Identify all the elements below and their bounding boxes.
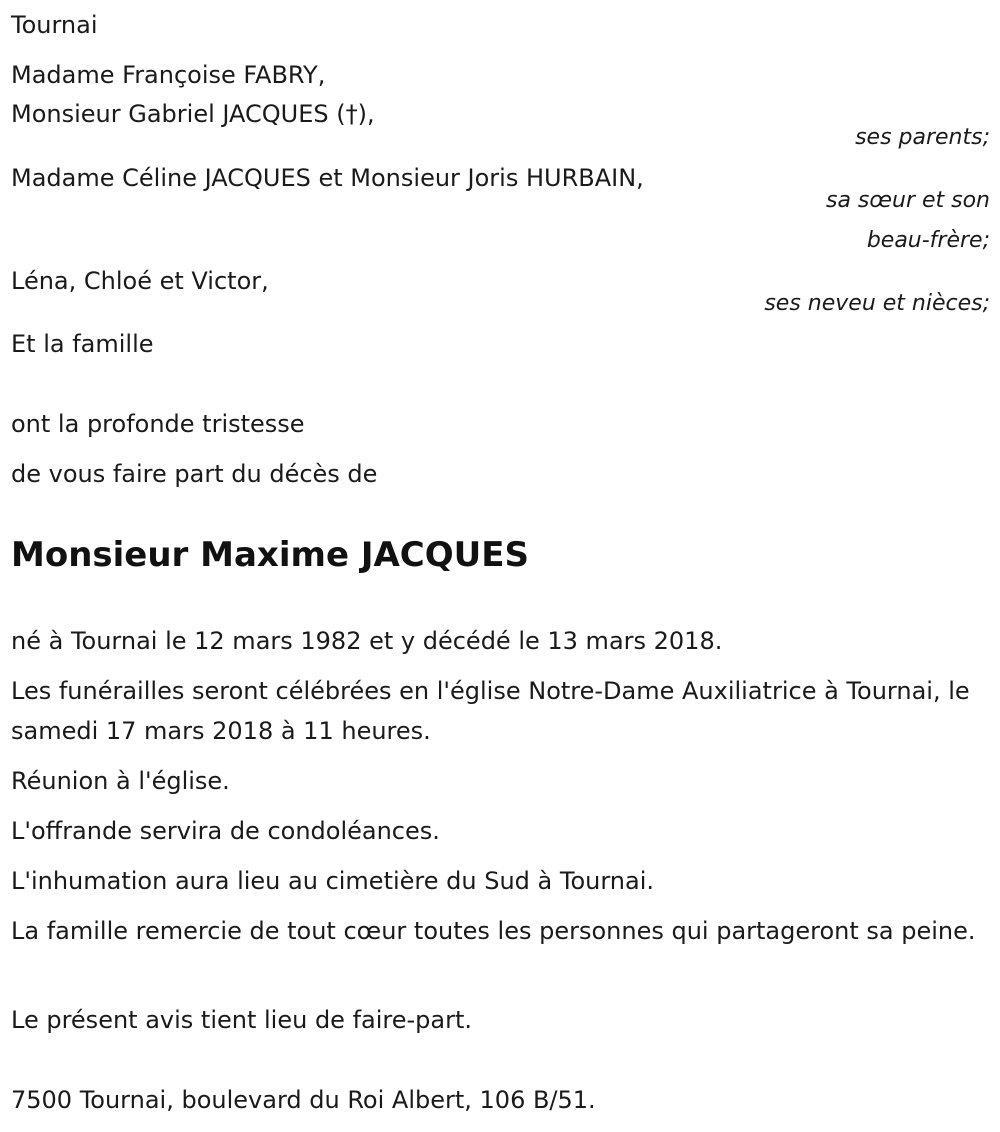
announcement-line2: de vous faire part du décès de (11, 460, 378, 488)
parent-father: Monsieur Gabriel JACQUES (†), (11, 100, 375, 128)
thanks-note: La famille remercie de tout cœur toutes les personnes qui partageront sa peine. (11, 917, 976, 945)
announcement-line1: ont la profonde tristesse (11, 410, 305, 438)
deceased-name: Monsieur Maxime JACQUES (11, 535, 529, 575)
sister-role-line1: sa sœur et son (825, 188, 990, 213)
sister-and-partner: Madame Céline JACQUES et Monsieur Joris HURBAIN, (11, 164, 644, 192)
parent-mother: Madame Françoise FABRY, (11, 61, 326, 89)
birth-death-dates: né à Tournai le 12 mars 1982 et y décédé le 13 mars 2018. (11, 627, 723, 655)
parents-role: ses parents; (855, 125, 990, 150)
notice-statement: Le présent avis tient lieu de faire-part. (11, 1006, 473, 1034)
gathering-note: Réunion à l'église. (11, 767, 230, 795)
nephews-nieces-role: ses neveu et nièces; (764, 291, 990, 316)
sister-role-line2: beau-frère; (866, 228, 990, 253)
nephews-nieces: Léna, Chloé et Victor, (11, 267, 269, 295)
extended-family: Et la famille (11, 330, 154, 358)
city-heading: Tournai (11, 11, 98, 39)
family-address: 7500 Tournai, boulevard du Roi Albert, 106 B/51. (11, 1086, 596, 1114)
funeral-details: Les funérailles seront célébrées en l'église Notre-Dame Auxiliatrice à Tournai, le samedi 17 mars 2018 à 11 heures. (11, 677, 970, 745)
burial-note: L'inhumation aura lieu au cimetière du Sud à Tournai. (11, 867, 655, 895)
offering-note: L'offrande servira de condoléances. (11, 817, 440, 845)
